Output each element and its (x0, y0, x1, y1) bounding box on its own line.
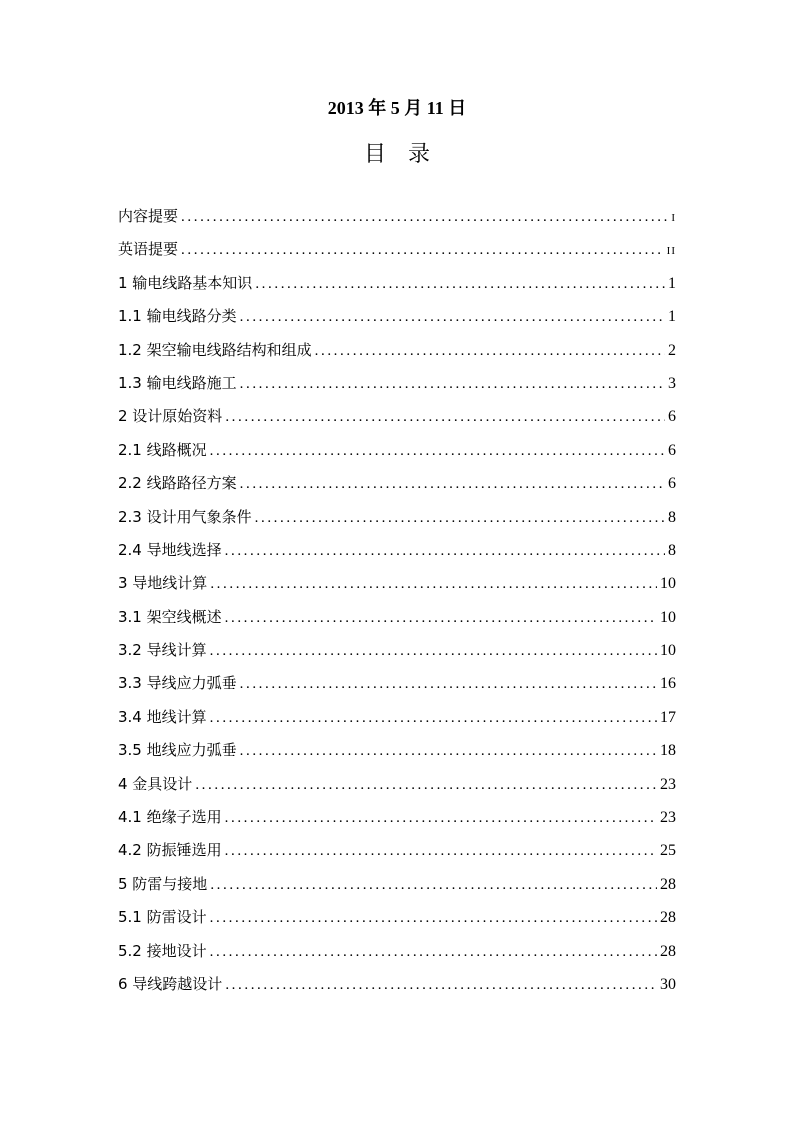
toc-entry-label: 内容提要 (118, 207, 179, 225)
toc-page-number: 28 (660, 942, 676, 960)
toc-page-number: 10 (660, 575, 676, 593)
toc-dot-leader (195, 769, 657, 801)
toc-entry-label: 英语提要 (118, 240, 179, 259)
document-date: 2013 年 5 月 11 日 (327, 98, 467, 118)
toc-dot-leader (225, 802, 657, 834)
toc-page-number: 28 (660, 909, 676, 927)
toc-dot-leader (210, 869, 657, 901)
toc-dot-leader (210, 568, 657, 600)
toc-entry[interactable] (118, 267, 676, 300)
toc-dot-leader (240, 468, 665, 500)
toc-dot-leader (240, 301, 665, 333)
toc-dot-leader (210, 635, 657, 667)
toc-entry-label: 2 设计原始资料 (118, 407, 223, 426)
toc-entry-label: 3.1 架空线概述 (118, 607, 222, 626)
toc-entry[interactable] (118, 935, 676, 968)
toc-page-number: 6 (668, 441, 676, 459)
toc-entry-label: 4.1 绝缘子选用 (118, 808, 222, 827)
toc-dot-leader (255, 502, 665, 534)
toc-dot-leader (225, 535, 665, 567)
toc-entry[interactable] (118, 701, 676, 734)
toc-page-number: 30 (660, 975, 676, 993)
toc-page-number: 28 (660, 875, 676, 893)
toc-dot-leader (181, 201, 668, 233)
table-of-contents (118, 200, 676, 1001)
toc-entry[interactable] (118, 501, 676, 534)
toc-entry-label: 3.4 地线计算 (118, 707, 207, 726)
toc-entry[interactable] (118, 634, 676, 667)
toc-entry[interactable] (118, 834, 676, 867)
toc-page-number: 18 (660, 742, 676, 760)
toc-page-number: 10 (660, 642, 676, 660)
toc-entry[interactable] (118, 768, 676, 801)
toc-page-number: 1 (668, 308, 676, 326)
toc-page-number: 17 (660, 708, 676, 726)
toc-entry[interactable] (118, 367, 676, 400)
toc-entry[interactable] (118, 901, 676, 934)
toc-dot-leader (240, 368, 665, 400)
toc-page-number: 6 (668, 408, 676, 426)
toc-dot-leader (225, 969, 657, 1001)
toc-entry-label: 2.1 线路概况 (118, 440, 207, 459)
toc-dot-leader (181, 234, 664, 266)
toc-dot-leader (240, 735, 657, 767)
toc-entry-label: 1.3 输电线路施工 (118, 373, 237, 392)
toc-entry-label: 3.5 地线应力弧垂 (118, 741, 237, 760)
toc-dot-leader (210, 936, 657, 968)
toc-entry[interactable] (118, 300, 676, 333)
toc-entry-label: 5 防雷与接地 (118, 874, 208, 893)
toc-entry[interactable] (118, 233, 676, 266)
toc-page-number: 6 (668, 475, 676, 493)
toc-entry-label: 3 导地线计算 (118, 574, 208, 593)
toc-entry[interactable] (118, 434, 676, 467)
toc-dot-leader (210, 435, 665, 467)
toc-entry[interactable] (118, 400, 676, 433)
toc-page-number: 23 (660, 775, 676, 793)
toc-entry-label: 1.2 架空输电线路结构和组成 (118, 340, 312, 359)
toc-entry[interactable] (118, 567, 676, 600)
toc-page-number: 8 (668, 508, 676, 526)
toc-entry-label: 3.2 导线计算 (118, 641, 207, 660)
toc-entry[interactable] (118, 801, 676, 834)
toc-page-number: II (666, 245, 676, 258)
toc-page-number: 25 (660, 842, 676, 860)
toc-dot-leader (315, 335, 665, 367)
toc-page-number: 8 (668, 541, 676, 559)
toc-page-number: I (671, 212, 676, 224)
toc-entry-label: 5.2 接地设计 (118, 941, 207, 960)
toc-dot-leader (255, 268, 665, 300)
toc-entry-label: 2.3 设计用气象条件 (118, 507, 252, 526)
toc-page-number: 1 (668, 274, 676, 292)
toc-dot-leader (225, 602, 657, 634)
toc-entry[interactable] (118, 334, 676, 367)
toc-entry-label: 2.4 导地线选择 (118, 540, 222, 559)
toc-entry[interactable] (118, 734, 676, 767)
toc-entry-label: 5.1 防雷设计 (118, 908, 207, 927)
toc-page-number: 10 (660, 608, 676, 626)
toc-heading: 目录 (363, 142, 452, 167)
toc-entry[interactable] (118, 200, 676, 233)
toc-entry[interactable] (118, 601, 676, 634)
toc-entry-label: 3.3 导线应力弧垂 (118, 674, 237, 693)
toc-entry[interactable] (118, 667, 676, 700)
toc-entry[interactable] (118, 868, 676, 901)
toc-page-number: 16 (660, 675, 676, 693)
toc-dot-leader (210, 902, 657, 934)
toc-entry[interactable] (118, 534, 676, 567)
toc-dot-leader (210, 702, 657, 734)
toc-entry[interactable] (118, 968, 676, 1001)
toc-dot-leader (240, 668, 657, 700)
toc-page-number: 23 (660, 809, 676, 827)
toc-page-number: 2 (668, 341, 676, 359)
toc-entry-label: 1.1 输电线路分类 (118, 307, 237, 326)
toc-dot-leader (225, 401, 665, 433)
toc-entry-label: 4 金具设计 (118, 774, 193, 793)
toc-entry-label: 6 导线跨越设计 (118, 974, 223, 993)
toc-entry-label: 4.2 防振锤选用 (118, 841, 222, 860)
toc-page-number: 3 (668, 374, 676, 392)
toc-dot-leader (225, 835, 657, 867)
toc-entry-label: 2.2 线路路径方案 (118, 474, 237, 493)
toc-entry[interactable] (118, 467, 676, 500)
toc-entry-label: 1 输电线路基本知识 (118, 273, 253, 292)
